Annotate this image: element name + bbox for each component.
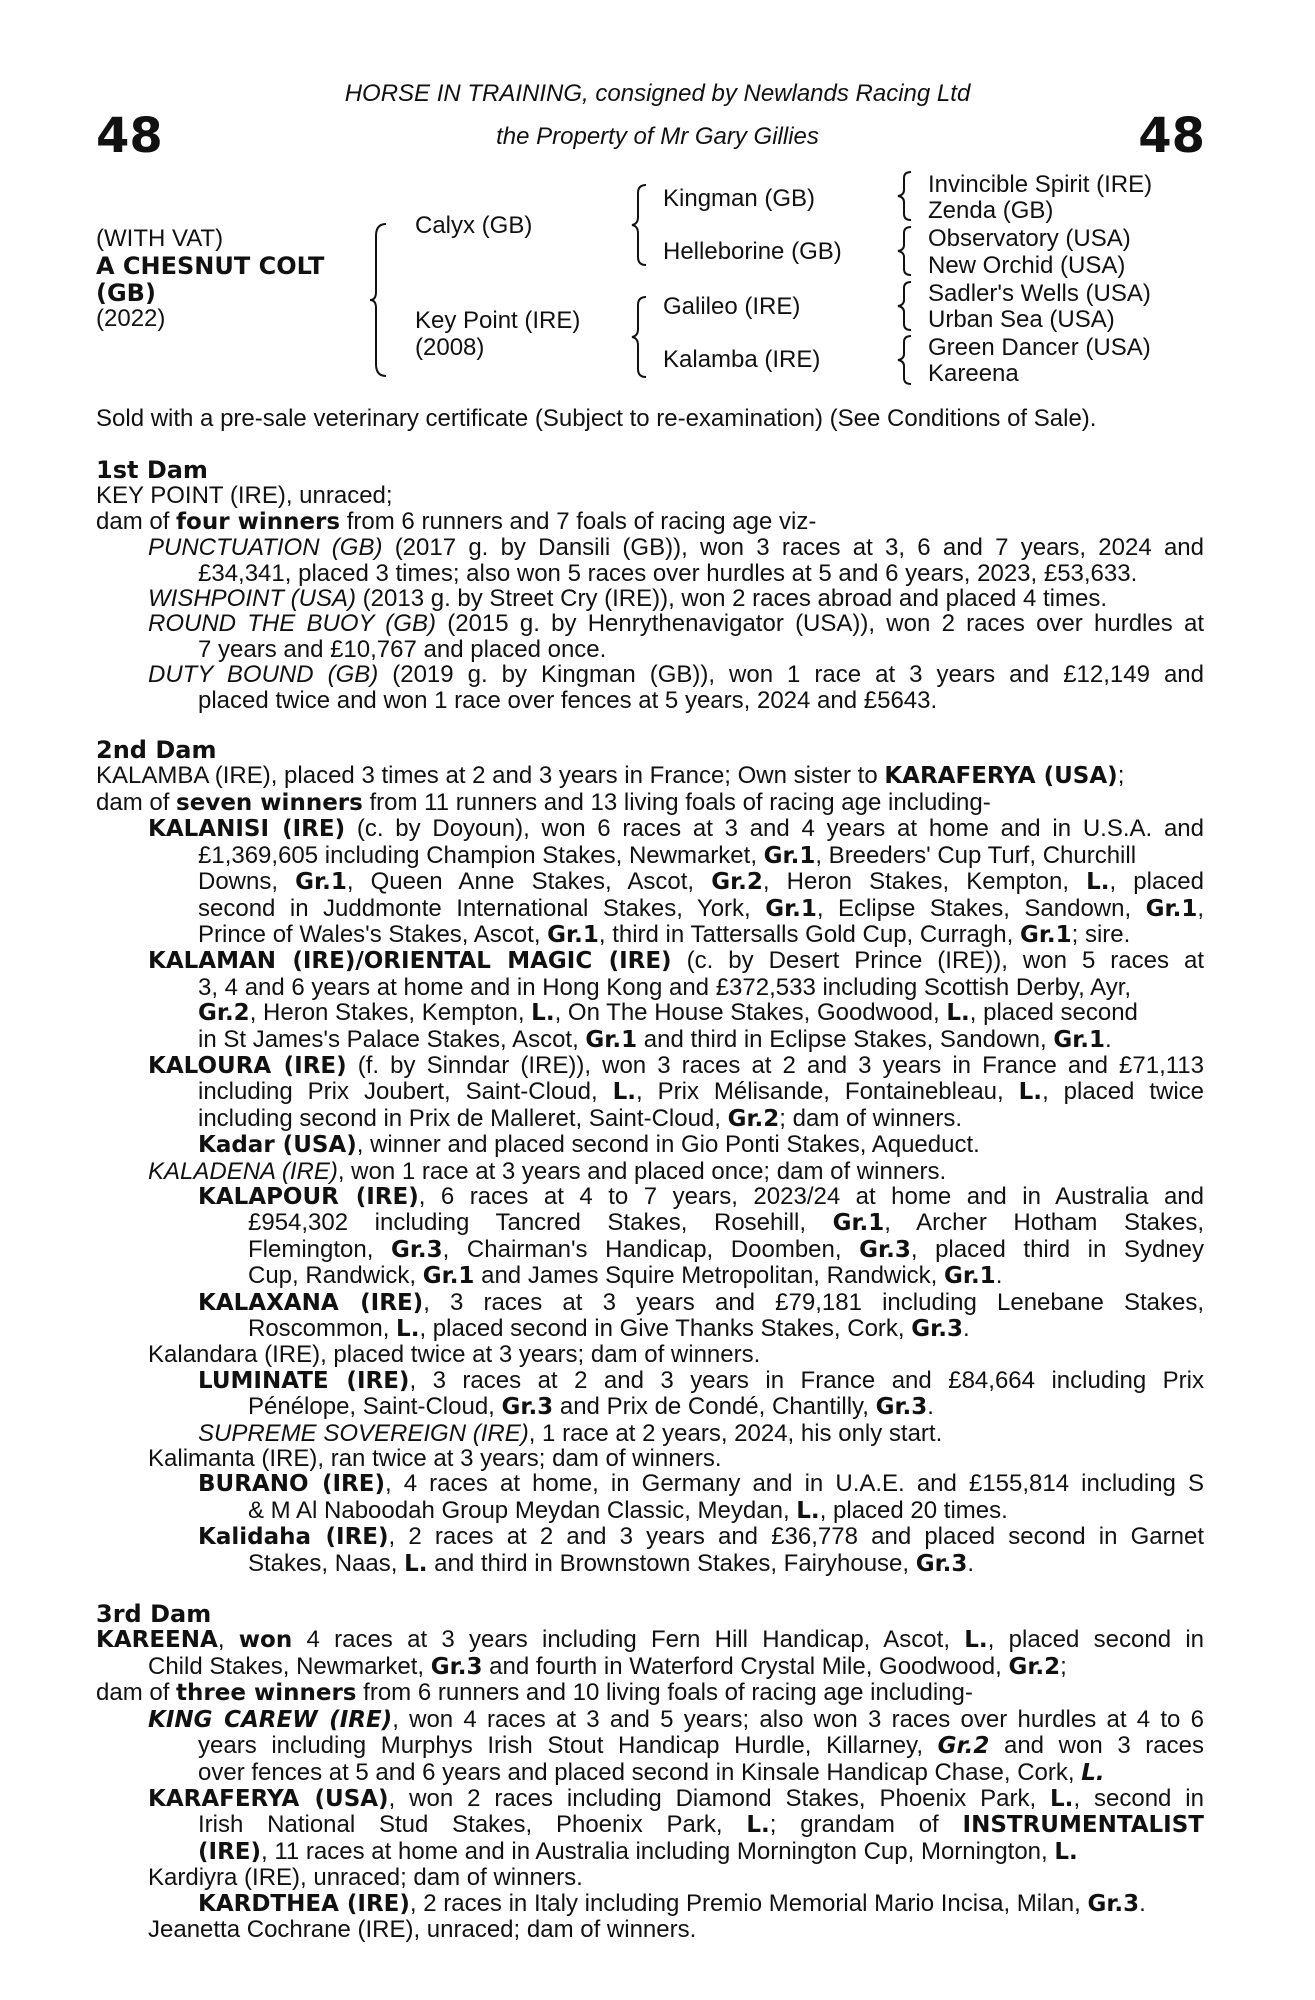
bold-text: Gr.1 — [1053, 1026, 1106, 1053]
italic-text: ROUND THE BUOY (GB) — [148, 610, 436, 638]
pedigree-gen2-1: Kingman (GB) — [663, 185, 816, 212]
text: dam of — [96, 507, 177, 535]
family-line — [96, 816, 1204, 842]
bold-text: KAREENA — [96, 1627, 218, 1654]
text: and won 3 races — [989, 1732, 1204, 1760]
bold-text: Gr.3 — [875, 1394, 928, 1421]
pedigree-gen3-6: Urban Sea (USA) — [928, 306, 1115, 333]
text: . — [967, 1549, 975, 1577]
property-line: the Property of Mr Gary Gillies — [496, 123, 819, 150]
pedigree-brace-sire — [630, 183, 650, 267]
bold-text: Kadar (USA) — [198, 1132, 357, 1159]
family-line — [96, 763, 1204, 789]
family-line — [96, 1760, 1204, 1786]
text: £34,341, placed 3 times; also won 5 races over hurdles at 5 and 6 years, 2023, £53,633. — [198, 559, 1138, 587]
bold-text: Gr.1 — [832, 1210, 885, 1237]
bold-text: Gr.1 — [1019, 921, 1072, 948]
family-line — [96, 1498, 1204, 1524]
text: and James Squire Metropolitan, Randwick, — [474, 1262, 944, 1290]
text: , 6 races at 4 to 7 years, 2023/24 at home and in Australia and — [418, 1182, 1204, 1210]
text: ; sire. — [1071, 920, 1131, 948]
bold-text: Gr.2 — [198, 1000, 250, 1027]
family-details — [96, 458, 1204, 1942]
family-line — [96, 1551, 1204, 1577]
family-line — [96, 1000, 1204, 1026]
italic-text: WISHPOINT (USA) — [148, 585, 356, 613]
text: , 11 races at home and in Australia including Mornington Cup, Mornington, — [261, 1837, 1055, 1865]
family-line — [96, 1421, 1204, 1446]
text: , third in Tattersalls Gold Cup, Curragh, — [598, 920, 1020, 948]
horse-name: A CHESNUT COLT — [96, 252, 325, 280]
text: placed twice and won 1 race over fences at 5 years, 2024 and £5643. — [198, 686, 938, 714]
bold-text: Gr.1 — [547, 921, 599, 948]
bold-text: LUMINATE (IRE) — [198, 1367, 410, 1394]
family-line — [96, 1733, 1204, 1759]
family-line — [96, 1524, 1204, 1550]
family-line — [96, 790, 1204, 816]
bold-italic-text: L. — [1081, 1759, 1105, 1786]
text: (2017 g. by Dansili (GB)), won 3 races at 3, 6 and 7 years, 2024 and — [382, 534, 1204, 562]
text: Downs, — [198, 868, 296, 896]
text: Flemington, — [248, 1235, 391, 1263]
bold-text: Gr.3 — [911, 1316, 963, 1342]
text: KALAMBA (IRE), placed 3 times at 2 and 3 years in France; Own sister to — [96, 762, 885, 790]
text: from 11 runners and 13 living foals of racing age including- — [362, 788, 991, 816]
text: , placed second in Give Thanks Stakes, Cork, — [419, 1315, 912, 1342]
text: , Eclipse Stakes, Sandown, — [816, 894, 1146, 922]
text: , won 1 race at 3 years and placed once; dam of winners. — [337, 1157, 947, 1185]
first-dam-section — [96, 483, 1204, 713]
lot-number-left: 48 — [96, 108, 163, 164]
bold-text: Gr.2 — [711, 869, 763, 896]
text: . — [1139, 1889, 1146, 1917]
text: Cup, Randwick, — [248, 1262, 423, 1290]
text: , Archer Hotham Stakes, — [884, 1209, 1204, 1237]
text: , placed twice — [1042, 1078, 1205, 1106]
family-line — [96, 1627, 1204, 1653]
bold-text: (IRE) — [198, 1838, 262, 1865]
bold-text: Gr.1 — [1145, 895, 1198, 922]
bold-text: three winners — [176, 1680, 357, 1707]
bold-text: Kalidaha (IRE) — [198, 1524, 389, 1551]
bold-text: KALOURA (IRE) — [148, 1052, 347, 1079]
pedigree-brace-g3-2 — [896, 225, 916, 277]
family-line — [96, 1865, 1204, 1890]
text: 7 years and £10,767 and placed once. — [198, 635, 607, 663]
family-line — [96, 483, 1204, 508]
text: , second in — [1073, 1784, 1204, 1812]
family-line — [96, 869, 1204, 895]
family-line — [96, 1132, 1204, 1158]
text: 3, 4 and 6 years at home and in Hong Kong and £372,533 including Scottish Derby, Ayr, — [198, 973, 1132, 1001]
text: & M Al Naboodah Group Meydan Classic, Meydan, — [248, 1496, 797, 1524]
text: (2019 g. by Kingman (GB)), won 1 race at 3 years and £12,149 and — [378, 661, 1204, 689]
bold-text: KALAXANA (IRE) — [198, 1289, 424, 1316]
pedigree-brace-main — [368, 222, 390, 378]
family-line — [96, 975, 1204, 1000]
text: and Prix de Condé, Chantilly, — [553, 1393, 876, 1421]
bold-text: Gr.3 — [390, 1236, 443, 1263]
family-line — [96, 611, 1204, 636]
text: , won 2 races including Diamond Stakes, Phoenix Park, — [388, 1784, 1051, 1812]
family-line — [96, 662, 1204, 687]
bold-text: KALAMAN (IRE)/ORIENTAL MAGIC (IRE) — [148, 948, 672, 975]
horse-country: (GB) — [96, 279, 156, 307]
family-line — [96, 1707, 1204, 1733]
text: , placed — [1109, 868, 1205, 896]
italic-text: SUPREME SOVEREIGN (IRE) — [198, 1419, 529, 1447]
text: £954,302 including Tancred Stakes, Rosehill, — [248, 1209, 833, 1237]
family-line — [96, 1917, 1204, 1942]
pedigree-gen3-5: Sadler's Wells (USA) — [928, 280, 1151, 307]
family-line — [96, 1394, 1204, 1420]
text: Jeanetta Cochrane (IRE), unraced; dam of winners. — [148, 1915, 697, 1943]
family-line — [96, 1106, 1204, 1132]
foaling-year: (2022) — [96, 305, 166, 332]
text: including Prix Joubert, Saint-Cloud, — [198, 1078, 613, 1106]
family-line — [96, 509, 1204, 535]
text: , Queen Anne Stakes, Ascot, — [346, 868, 712, 896]
text: £1,369,605 including Champion Stakes, Newmarket, — [198, 841, 764, 869]
family-line — [96, 1839, 1204, 1865]
pedigree-gen3-3: Observatory (USA) — [928, 225, 1131, 252]
text: , won 4 races at 3 and 5 years; also won 3 races over hurdles at 4 to 6 — [392, 1705, 1204, 1733]
bold-text: Gr.3 — [430, 1653, 483, 1680]
pedigree-gen3-1: Invincible Spirit (IRE) — [928, 171, 1153, 198]
bold-text: L. — [1054, 1838, 1078, 1865]
bold-text: L. — [404, 1550, 428, 1577]
text: from 6 runners and 10 living foals of racing age including- — [356, 1679, 973, 1707]
bold-text: BURANO (IRE) — [198, 1471, 385, 1498]
text: KEY POINT (IRE), unraced; — [96, 482, 393, 510]
bold-italic-text: Gr.2 — [937, 1733, 990, 1760]
second-dam-section — [96, 763, 1204, 1577]
bold-text: Gr.1 — [944, 1263, 996, 1290]
bold-text: INSTRUMENTALIST — [962, 1812, 1204, 1839]
bold-text: L. — [1018, 1079, 1043, 1106]
family-line — [96, 688, 1204, 713]
family-line — [96, 922, 1204, 948]
text: ; dam of winners. — [779, 1104, 963, 1132]
text: and fourth in Waterford Crystal Mile, Goodwood, — [482, 1652, 1009, 1680]
pedigree-gen2-4: Kalamba (IRE) — [663, 346, 821, 373]
bold-text: L. — [531, 1000, 555, 1027]
text: and third in Brownstown Stakes, Fairyhouse, — [427, 1549, 916, 1577]
bold-text: L. — [746, 1812, 770, 1839]
bold-text: seven winners — [176, 789, 363, 816]
text: (f. by Sinndar (IRE)), won 3 races at 2 and 3 years in France and £71,113 — [346, 1051, 1204, 1079]
text: , Chairman's Handicap, Doomben, — [442, 1235, 860, 1263]
family-line — [96, 1891, 1204, 1917]
family-line — [96, 1654, 1204, 1680]
text: , 4 races at home, in Germany and in U.A.E. and £155,814 including S — [384, 1470, 1204, 1498]
family-line — [96, 1446, 1204, 1471]
family-line — [96, 1053, 1204, 1079]
bold-text: Gr.3 — [915, 1550, 968, 1577]
pedigree-brace-g3-4 — [896, 334, 916, 386]
family-line — [96, 586, 1204, 611]
first-dam-heading: 1st Dam — [96, 456, 208, 484]
family-line — [96, 1210, 1204, 1236]
text: Prince of Wales's Stakes, Ascot, — [198, 920, 548, 948]
family-line — [96, 843, 1204, 869]
text: , On The House Stakes, Goodwood, — [554, 999, 947, 1027]
bold-text: Gr.3 — [501, 1394, 554, 1421]
text: , placed second — [969, 999, 1138, 1027]
family-line — [96, 1263, 1204, 1289]
text: , — [1197, 894, 1204, 922]
italic-text: PUNCTUATION (GB) — [148, 534, 383, 562]
text: ; — [1060, 1652, 1067, 1680]
bold-text: Gr.2 — [1008, 1653, 1061, 1680]
text: from 6 runners and 7 foals of racing age viz- — [340, 507, 817, 535]
bold-text: Gr.2 — [727, 1105, 780, 1132]
family-line — [96, 637, 1204, 662]
text: , placed 20 times. — [819, 1496, 1008, 1524]
bold-text: Gr.1 — [765, 895, 817, 922]
family-line — [96, 1316, 1204, 1342]
bold-text: Gr.1 — [295, 869, 347, 896]
pedigree-brace-dam — [630, 295, 650, 379]
family-line — [96, 896, 1204, 922]
dam-year: (2008) — [415, 334, 485, 361]
consignor-line: HORSE IN TRAINING, consigned by Newlands Racing Ltd — [344, 80, 971, 107]
text: years including Murphys Irish Stout Handicap Hurdle, Killarney, — [198, 1732, 938, 1760]
bold-text: Gr.1 — [585, 1026, 638, 1053]
text: (2015 g. by Henrythenavigator (USA)), won 2 races over hurdles at — [435, 610, 1204, 638]
family-line — [96, 1786, 1204, 1812]
text: . — [995, 1262, 1003, 1290]
text: Pénélope, Saint-Cloud, — [248, 1393, 502, 1421]
text: , 1 race at 2 years, 2024, his only start. — [528, 1419, 943, 1447]
text: 4 races at 3 years including Fern Hill Handicap, Ascot, — [292, 1626, 965, 1654]
text: Kalimanta (IRE), ran twice at 3 years; dam of winners. — [148, 1445, 722, 1473]
text: dam of — [96, 788, 177, 816]
text: (2013 g. by Street Cry (IRE)), won 2 races abroad and placed 4 times. — [356, 585, 1108, 613]
lot-number-right: 48 — [1138, 108, 1205, 164]
bold-text: KALANISI (IRE) — [148, 816, 346, 843]
text: , 2 races in Italy including Premio Memorial Mario Incisa, Milan, — [409, 1889, 1088, 1917]
family-line — [96, 1079, 1204, 1105]
family-line — [96, 1237, 1204, 1263]
text: (c. by Desert Prince (IRE)), won 5 races at — [671, 947, 1204, 975]
third-dam-heading: 3rd Dam — [96, 1600, 212, 1629]
text: including second in Prix de Malleret, Saint-Cloud, — [198, 1104, 728, 1132]
text: , 3 races at 3 years and £79,181 including Lenebane Stakes, — [423, 1288, 1205, 1316]
text: Kardiyra (IRE), unraced; dam of winners. — [148, 1864, 583, 1892]
text: over fences at 5 and 6 years and placed second in Kinsale Handicap Chase, Cork, — [198, 1758, 1082, 1786]
text: . — [1105, 1025, 1112, 1053]
dam-name: Key Point (IRE) — [415, 307, 581, 334]
text: , winner and placed second in Gio Ponti Stakes, Aqueduct. — [356, 1131, 980, 1159]
text: , Breeders' Cup Turf, Churchill — [815, 841, 1137, 869]
bold-italic-text: KING CAREW (IRE) — [148, 1706, 393, 1733]
bold-text: L. — [1086, 869, 1110, 896]
text: in St James's Palace Stakes, Ascot, — [198, 1025, 586, 1053]
text: second in Juddmonte International Stakes, York, — [198, 894, 766, 922]
bold-text: KARAFERYA (USA) — [884, 763, 1118, 790]
italic-text: KALADENA (IRE) — [148, 1157, 338, 1185]
bold-text: Gr.3 — [1087, 1890, 1140, 1917]
pedigree-brace-g3-1 — [896, 170, 916, 222]
text: . — [962, 1315, 970, 1342]
family-line — [96, 561, 1204, 586]
pedigree-gen2-3: Galileo (IRE) — [663, 293, 801, 320]
family-line — [96, 1342, 1204, 1367]
family-line — [96, 535, 1204, 560]
text: , Prix Mélisande, Fontainebleau, — [636, 1078, 1019, 1106]
vet-certificate-note: Sold with a pre-sale veterinary certificate (Subject to re-examination) (See Conditions of Sale). — [96, 405, 1097, 432]
text: Stakes, Naas, — [248, 1549, 405, 1577]
text: Child Stakes, Newmarket, — [148, 1652, 431, 1680]
text: ; grandam of — [769, 1811, 963, 1839]
text: (c. by Doyoun), won 6 races at 3 and 4 years at home and in U.S.A. and — [345, 815, 1204, 843]
vat-note: (WITH VAT) — [96, 225, 224, 252]
text: , placed second in — [987, 1626, 1205, 1654]
text: , Heron Stakes, Kempton, — [762, 868, 1087, 896]
bold-text: L. — [1050, 1785, 1074, 1812]
family-line — [96, 948, 1204, 974]
pedigree-gen3-2: Zenda (GB) — [928, 197, 1054, 224]
text: Kalandara (IRE), placed twice at 3 years; dam of winners. — [148, 1341, 761, 1369]
bold-text: L. — [396, 1316, 420, 1342]
bold-text: Gr.1 — [763, 842, 816, 869]
pedigree-brace-g3-3 — [896, 280, 916, 332]
family-line — [96, 1680, 1204, 1706]
bold-text: KALAPOUR (IRE) — [198, 1183, 419, 1210]
text: , Heron Stakes, Kempton, — [249, 999, 532, 1027]
bold-text: L. — [964, 1627, 988, 1654]
family-line — [96, 1184, 1204, 1210]
family-line — [96, 1812, 1204, 1838]
pedigree-gen3-4: New Orchid (USA) — [928, 252, 1126, 279]
text: and third in Eclipse Stakes, Sandown, — [637, 1025, 1054, 1053]
text: , 3 races at 2 and 3 years in France and £84,664 including Prix — [409, 1366, 1204, 1394]
bold-text: Gr.1 — [422, 1263, 475, 1290]
text: ; — [1117, 762, 1125, 790]
bold-text: won — [238, 1627, 293, 1654]
family-line — [96, 1027, 1204, 1053]
family-line — [96, 1471, 1204, 1497]
text: Roscommon, — [248, 1315, 397, 1342]
bold-text: L. — [946, 1000, 970, 1027]
bold-text: KARDTHEA (IRE) — [198, 1890, 410, 1917]
text: , — [217, 1626, 239, 1654]
text: Irish National Stud Stakes, Phoenix Park, — [198, 1811, 747, 1839]
text: . — [927, 1393, 934, 1421]
sire-name: Calyx (GB) — [415, 212, 533, 239]
text: dam of — [96, 1679, 177, 1707]
second-dam-heading: 2nd Dam — [96, 736, 217, 765]
bold-text: KARAFERYA (USA) — [148, 1785, 389, 1812]
italic-text: DUTY BOUND (GB) — [148, 661, 379, 689]
bold-text: L. — [796, 1497, 820, 1524]
family-line — [96, 1159, 1204, 1184]
text: , placed third in Sydney — [910, 1235, 1205, 1263]
pedigree-gen2-2: Helleborine (GB) — [663, 238, 842, 265]
family-line — [96, 1290, 1204, 1316]
third-dam-section — [96, 1627, 1204, 1942]
family-line — [96, 1368, 1204, 1394]
pedigree-gen3-7: Green Dancer (USA) — [928, 334, 1151, 361]
bold-text: L. — [612, 1079, 637, 1106]
bold-text: four winners — [176, 508, 341, 535]
bold-text: Gr.3 — [859, 1236, 911, 1263]
text: , 2 races at 2 and 3 years and £36,778 and placed second in Garnet — [388, 1523, 1204, 1551]
pedigree-gen3-8: Kareena — [928, 360, 1019, 387]
